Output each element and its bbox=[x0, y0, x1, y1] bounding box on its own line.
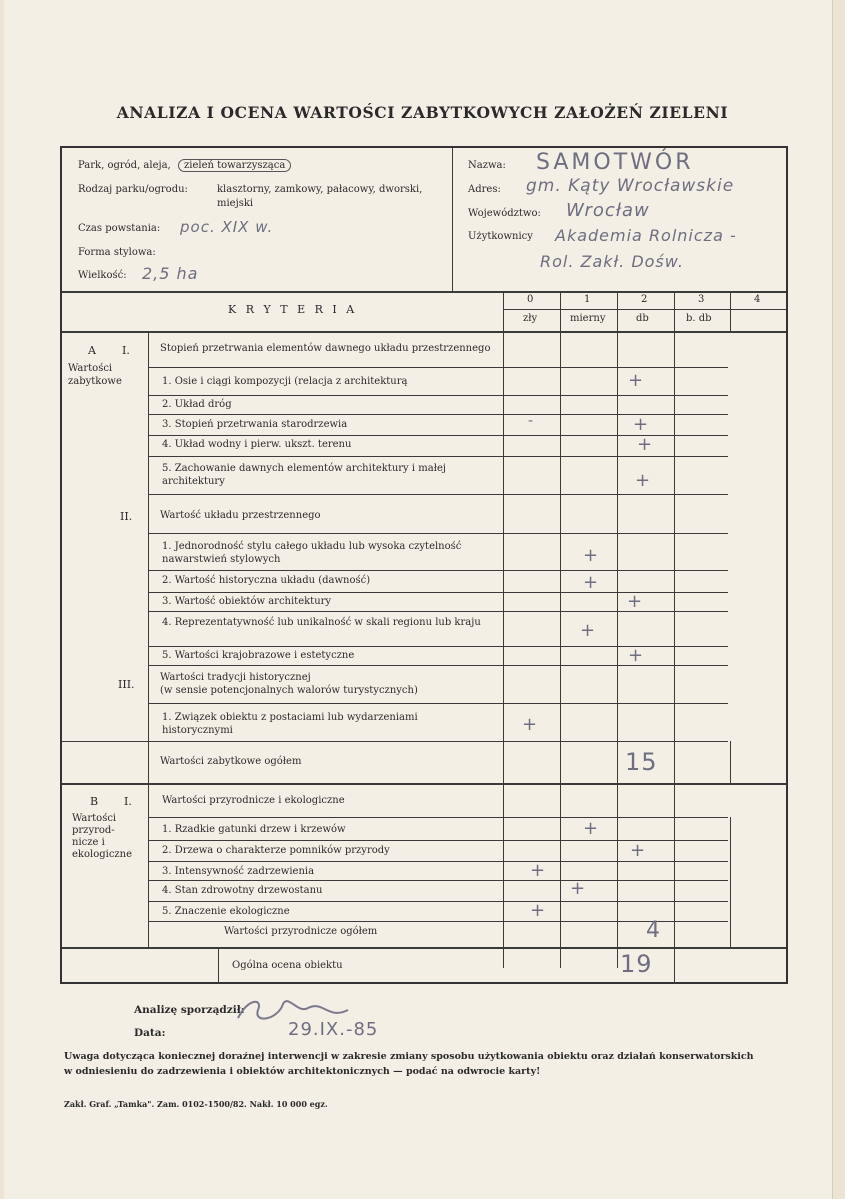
period-value: poc. XIX w. bbox=[180, 218, 274, 236]
section-b-name-4: ekologiczne bbox=[72, 849, 133, 860]
name-value: SAMOTWÓR bbox=[536, 150, 694, 175]
style-label: Forma stylowa: bbox=[78, 247, 156, 258]
b-total-label: Wartości przyrodnicze ogółem bbox=[224, 926, 378, 937]
rule-section-b-end bbox=[62, 947, 786, 949]
score-name-3: b. db bbox=[686, 313, 712, 324]
score-name-1: mierny bbox=[570, 313, 606, 324]
rule-b-4 bbox=[148, 901, 728, 902]
users-value-1: Akademia Rolnicza - bbox=[555, 226, 737, 245]
mark-g2-2: + bbox=[583, 572, 599, 593]
b-total-value: 4 bbox=[646, 918, 661, 943]
mark-g2-4: + bbox=[580, 620, 596, 641]
b-item-5: 5. Znaczenie ekologiczne bbox=[162, 906, 290, 917]
mark-g1-3: + bbox=[633, 414, 649, 435]
score-col-line-4 bbox=[730, 292, 731, 332]
overall-right-line bbox=[674, 948, 675, 984]
mark-g2-5: + bbox=[628, 645, 644, 666]
b-item-3: 3. Intensywność zadrzewienia bbox=[162, 866, 315, 877]
section-b-name-1: Wartości bbox=[72, 813, 117, 824]
date-value: 29.IX.-85 bbox=[288, 1019, 379, 1040]
a-total-right-line bbox=[730, 741, 731, 785]
rule-b-3 bbox=[148, 880, 728, 881]
score-2: 2 bbox=[641, 294, 648, 305]
rule-section-a-end bbox=[62, 783, 786, 785]
rule-a-total-left bbox=[62, 741, 148, 742]
score-col-line-1 bbox=[560, 292, 561, 968]
mark-b-1: + bbox=[583, 818, 599, 839]
type-label: Park, ogród, aleja, bbox=[78, 160, 171, 171]
group3-title-line2: (w sensie potencjonalnych walorów turystycznych) bbox=[160, 685, 418, 696]
group1-title: Stopień przetrwania elementów dawnego układu przestrzennego bbox=[160, 343, 491, 354]
overall-value: 19 bbox=[620, 950, 653, 978]
score-name-0: zły bbox=[523, 313, 538, 324]
mark-g2-3: + bbox=[627, 591, 643, 612]
kind-label: Rodzaj parku/ogrodu: bbox=[78, 184, 188, 195]
date-label: Data: bbox=[134, 1027, 166, 1039]
mark-g2-1: + bbox=[583, 545, 599, 566]
score-col-line-0 bbox=[503, 292, 504, 968]
score-col-line-2 bbox=[617, 292, 618, 968]
form-title: ANALIZA I OCENA WARTOŚCI ZABYTKOWYCH ZAŁOŻEŃ ZIELENI bbox=[116, 103, 729, 122]
b-item-4: 4. Stan zdrowotny drzewostanu bbox=[162, 885, 323, 896]
section-b-name-3: nicze i bbox=[72, 837, 105, 848]
mark-b-3: + bbox=[530, 860, 546, 881]
b-group-title: Wartości przyrodnicze i ekologiczne bbox=[162, 795, 345, 806]
mark-b-2: + bbox=[630, 840, 646, 861]
g1-item-5: 5. Zachowanie dawnych elementów architektury i małej architektury bbox=[162, 463, 446, 487]
mark-b-4: + bbox=[570, 878, 586, 899]
address-value: gm. Kąty Wrocławskie bbox=[526, 176, 735, 196]
rule-g1-4 bbox=[148, 456, 728, 457]
criteria-label: K R Y T E R I A bbox=[228, 303, 358, 316]
size-value: 2,5 ha bbox=[142, 264, 199, 283]
prepared-label: Analizę sporządził: bbox=[134, 1004, 245, 1016]
score-4: 4 bbox=[754, 294, 761, 305]
rule-g3-title bbox=[148, 703, 728, 704]
overall-label: Ogólna ocena obiektu bbox=[232, 960, 343, 971]
header-bottom-rule bbox=[62, 291, 786, 293]
g2-item-1: 1. Jednorodność stylu całego układu lub wysoka czytelność nawarstwień stylowych bbox=[162, 541, 462, 565]
score-header-mid-rule bbox=[503, 309, 786, 310]
overall-left-line bbox=[218, 948, 219, 984]
score-0: 0 bbox=[527, 294, 534, 305]
b-right-line bbox=[730, 817, 731, 949]
imprint: Zakł. Graf. „Tamka". Zam. 0102-1500/82. Nakł. 10 000 egz. bbox=[64, 1099, 328, 1109]
kind-value-line1: klasztorny, zamkowy, pałacowy, dworski, bbox=[217, 184, 423, 195]
section-a-roman: I. bbox=[122, 344, 130, 357]
score-1: 1 bbox=[584, 294, 591, 305]
group3-roman: III. bbox=[118, 678, 135, 691]
rule-g1-1 bbox=[148, 395, 728, 396]
score-3: 3 bbox=[698, 294, 705, 305]
voivodeship-value: Wrocław bbox=[566, 200, 650, 221]
criteria-header-bottom-rule bbox=[62, 331, 786, 333]
rule-b-2 bbox=[148, 861, 728, 862]
kind-value-line2: miejski bbox=[217, 198, 254, 209]
address-label: Adres: bbox=[468, 184, 501, 195]
g1-item-3: 3. Stopień przetrwania starodrzewia bbox=[162, 419, 348, 430]
group2-title: Wartość układu przestrzennego bbox=[160, 510, 321, 521]
g2-item-5: 5. Wartości krajobrazowe i estetyczne bbox=[162, 650, 355, 661]
category-col-line bbox=[148, 332, 149, 949]
g3-item-1: 1. Związek obiektu z postaciami lub wydarzeniami historycznymi bbox=[162, 712, 418, 736]
g1-item-4: 4. Układ wodny i pierw. ukszt. terenu bbox=[162, 439, 352, 450]
mark-g1-5: + bbox=[635, 470, 651, 491]
header-divider bbox=[452, 148, 453, 292]
group3-title-line1: Wartości tradycji historycznej bbox=[160, 672, 311, 683]
rule-g1-5 bbox=[148, 494, 728, 495]
b-item-1: 1. Rzadkie gatunki drzew i krzewów bbox=[162, 824, 346, 835]
section-a-name: Wartości zabytkowe bbox=[68, 363, 122, 387]
period-label: Czas powstania: bbox=[78, 223, 161, 234]
mark-g3-1: + bbox=[522, 714, 538, 735]
mark-g1-1: + bbox=[628, 370, 644, 391]
note-line-1: Uwaga dotycząca koniecznej doraźnej interwencji w zakresie zmiany sposobu użytkowania obiektu oraz działań konserwatorskich bbox=[64, 1051, 754, 1062]
type-circled-value: zieleń towarzysząca bbox=[178, 159, 291, 172]
note-line-2: w odniesieniu do zadrzewienia i obiektów architektonicznych — podać na odwrocie karty! bbox=[64, 1066, 541, 1077]
rule-g3-1 bbox=[148, 741, 728, 742]
name-label: Nazwa: bbox=[468, 160, 506, 171]
a-total-label: Wartości zabytkowe ogółem bbox=[160, 756, 302, 767]
rule-g1-title bbox=[148, 367, 728, 368]
section-b-name-2: przyrod- bbox=[72, 825, 115, 836]
g2-item-3: 3. Wartość obiektów architektury bbox=[162, 596, 332, 607]
rule-g2-title bbox=[148, 533, 728, 534]
score-name-2: db bbox=[636, 313, 649, 324]
g2-item-4: 4. Reprezentatywność lub unikalność w skali regionu lub kraju bbox=[162, 617, 481, 628]
section-b-letter: B bbox=[90, 795, 99, 808]
group2-roman: II. bbox=[120, 510, 133, 523]
rule-b-title bbox=[148, 817, 728, 818]
g2-item-2: 2. Wartość historyczna układu (dawność) bbox=[162, 575, 371, 586]
mark-g1-3-dash: - bbox=[528, 413, 534, 429]
g1-item-2: 2. Układ dróg bbox=[162, 399, 232, 410]
size-label: Wielkość: bbox=[78, 270, 127, 281]
b-item-2: 2. Drzewa o charakterze pomników przyrody bbox=[162, 845, 390, 856]
rule-b-5 bbox=[148, 921, 728, 922]
mark-g1-4: + bbox=[637, 434, 653, 455]
rule-g2-1 bbox=[148, 570, 728, 571]
section-a-letter: A bbox=[88, 344, 96, 357]
users-label: Użytkownicy bbox=[468, 231, 533, 242]
score-col-line-3 bbox=[674, 292, 675, 968]
section-b-roman: I. bbox=[124, 795, 132, 808]
a-total-value: 15 bbox=[625, 748, 658, 776]
g1-item-1: 1. Osie i ciągi kompozycji (relacja z architekturą bbox=[162, 376, 408, 387]
voivodeship-label: Województwo: bbox=[468, 208, 541, 219]
users-value-2: Rol. Zakł. Dośw. bbox=[540, 252, 684, 271]
mark-b-5: + bbox=[530, 900, 546, 921]
